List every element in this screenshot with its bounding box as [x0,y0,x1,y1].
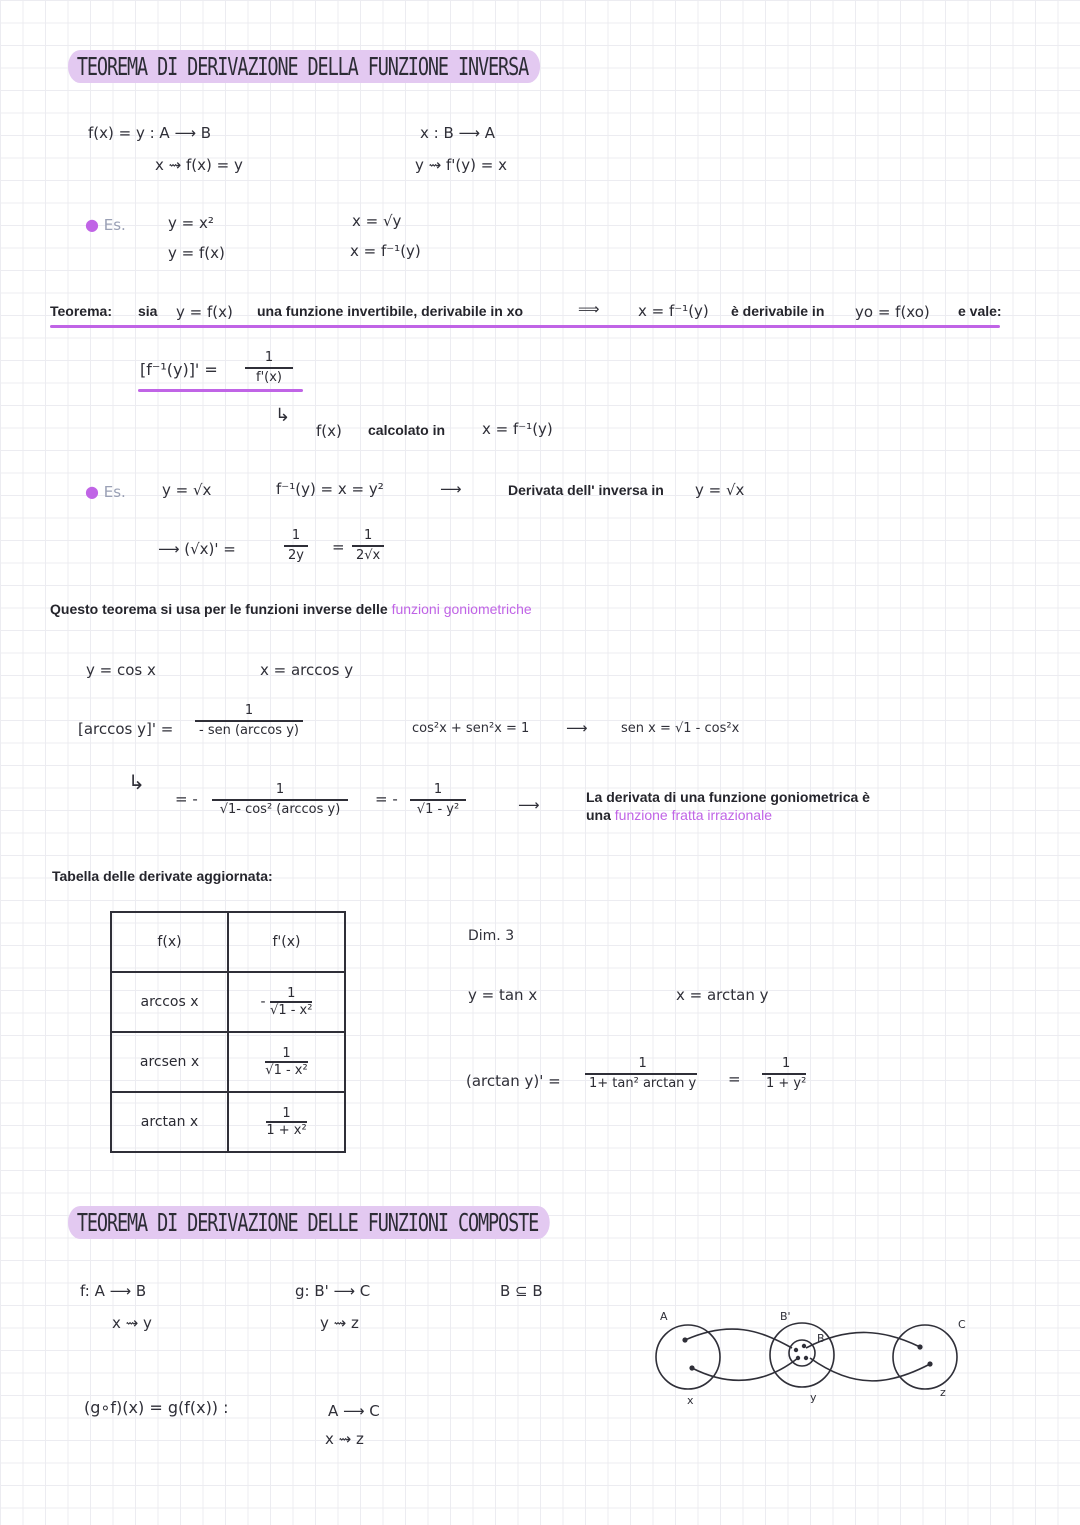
def-left-line1: f(x) = y : A ⟶ B [88,124,212,142]
identity-arrow: ⟶ [566,719,588,737]
dim-fraction-2: 1 1 + y² [762,1056,810,1092]
theorem-y0: yo = f(xo) [855,303,930,321]
es2-line2: ⟶ (√x)' = [158,540,236,558]
formula-lhs: [f⁻¹(y)]' = [140,360,218,379]
es2-y-sqrtx: y = √x [162,481,212,499]
f-elem: x ⇝ y [112,1314,152,1332]
g-elem: y ⇝ z [320,1314,359,1332]
f-map: f: A ⟶ B [80,1282,147,1300]
arccos2-fraction: 1 √1- cos² (arccos y) [212,782,348,818]
formula-den: f'(x) [256,369,282,385]
table-cell-fprime: $\frac{1}{\text{√1 - x²}}$ [228,1032,345,1092]
diagram-label-y: y [810,1391,817,1404]
comp-map: A ⟶ C [328,1402,380,1420]
theorem-text: una funzione invertibile, derivabile in xo [257,303,524,319]
composition-diagram [640,1300,980,1420]
arccos-fraction: 1 - sen (arccos y) [195,703,303,739]
example-bullet-2: ● Es. [85,482,126,501]
set-A-circle [656,1325,720,1389]
table-cell-f: arcsen x [111,1032,228,1092]
def-left-line2: x ⇝ f(x) = y [155,156,243,174]
es2-text: Derivata dell' inversa in [508,482,664,498]
diagram-label-x: x [687,1394,694,1407]
formula-note-text: calcolato in [368,422,446,438]
theorem-fx: y = f(x) [176,303,233,321]
arccos3-fraction: 1 √1 - y² [410,782,466,818]
section-title-composite: TEOREMA DI DERIVAZIONE DELLE FUNZIONI COMPOSTE [68,1206,550,1239]
formula-note-arrow: ↳ [275,405,291,426]
identity-result: sen x = √1 - cos²x [621,721,740,736]
diagram-label-Bprime: B' [780,1310,791,1323]
subset-relation: B ⊆ B [500,1282,543,1300]
dim-fraction: 1 1+ tan² arctan y [585,1056,700,1092]
es2-frac1: 1 2y [284,528,308,564]
diagram-label-B: B [817,1332,825,1345]
table-row [111,1032,345,1092]
es2-frac2: 1 2√x [352,528,384,564]
theorem-vale: e vale: [958,303,1002,319]
table-title: Tabella delle derivate aggiornata: [52,868,273,884]
note-line1: La derivata di una funzione goniometrica è [586,789,870,805]
table-row [111,972,345,1032]
composition: (g∘f)(x) = g(f(x)) : [84,1398,229,1417]
comp-elem: x ⇝ z [325,1430,364,1448]
formula-num: 1 [264,350,274,365]
note-line2: una funzione fratta irrazionale [586,807,772,823]
def-right-line1: x : B ⟶ A [420,124,496,142]
formula-note-fx: f(x) [316,422,342,440]
formula-fraction [245,350,293,386]
cos-x: x = arccos y [260,661,354,679]
arccos2-eq: = - [175,790,198,808]
table-cell-f: arccos x [111,972,228,1032]
arccos3-eq: = - [375,790,398,808]
cos-y: y = cos x [86,661,156,679]
formula-note-x: x = f⁻¹(y) [482,420,553,438]
diagram-label-C: C [958,1318,966,1331]
es1-x-sqrty: x = √y [352,212,402,230]
es2-eq: = [332,538,345,556]
dim-x-arctan: x = arctan y [676,986,769,1004]
theorem-inverse: x = f⁻¹(y) [638,302,709,320]
arccos-lhs: [arccos y]' = [78,720,174,738]
section-title-inverse: TEOREMA DI DERIVAZIONE DELLA FUNZIONE INVERSA [68,50,540,83]
table-header-f: f(x) [111,912,228,972]
table-cell-f: arctan x [111,1092,228,1152]
g-map: g: B' ⟶ C [295,1282,371,1300]
dim-y-tan: y = tan x [468,986,538,1004]
identity: cos²x + sen²x = 1 [412,721,530,736]
theorem-sia: sia [138,303,158,319]
es1-y-x2: y = x² [168,214,214,232]
formula-underline [138,389,303,392]
table-header-fprime: f'(x) [228,912,345,972]
usage-text: Questo teorema si usa per le funzioni inverse delle funzioni goniometriche [50,601,532,617]
es2-yx: y = √x [695,481,745,499]
es1-y-fx: y = f(x) [168,244,225,262]
arrow-f-1 [685,1329,792,1348]
derivatives-table [110,911,346,1153]
example-bullet-1: ● Es. [85,215,126,234]
set-C-circle [893,1325,957,1389]
es1-x-finv: x = f⁻¹(y) [350,242,421,260]
table-row [111,1092,345,1152]
diagram-label-z: z [940,1386,946,1399]
dim-eq: = [728,1070,741,1088]
theorem-label: Teorema: [50,303,112,319]
theorem-underline [50,325,1000,328]
dim-lhs: (arctan y)' = [466,1072,561,1090]
table-cell-fprime: - $\frac{1}{\text{√1 - x²}}$ [228,972,345,1032]
es2-inverse: f⁻¹(y) = x = y² [276,480,384,498]
arrow-f-2 [692,1358,798,1380]
def-right-line2: y ⇝ f'(y) = x [415,156,507,174]
dim-label: Dim. 3 [468,928,515,944]
table-cell-fprime: $\frac{1}{\text{1 + x²}}$ [228,1092,345,1152]
theorem-implies: ⟹ [578,300,600,318]
diagram-label-A: A [660,1310,668,1323]
arccos-result-arrow: ⟶ [518,796,540,814]
es2-arrow: ⟶ [440,480,462,498]
theorem-derivabile: è derivabile in [731,303,825,319]
arrow-g-2 [810,1358,930,1381]
arccos-hook-arrow: ↳ [128,770,145,794]
